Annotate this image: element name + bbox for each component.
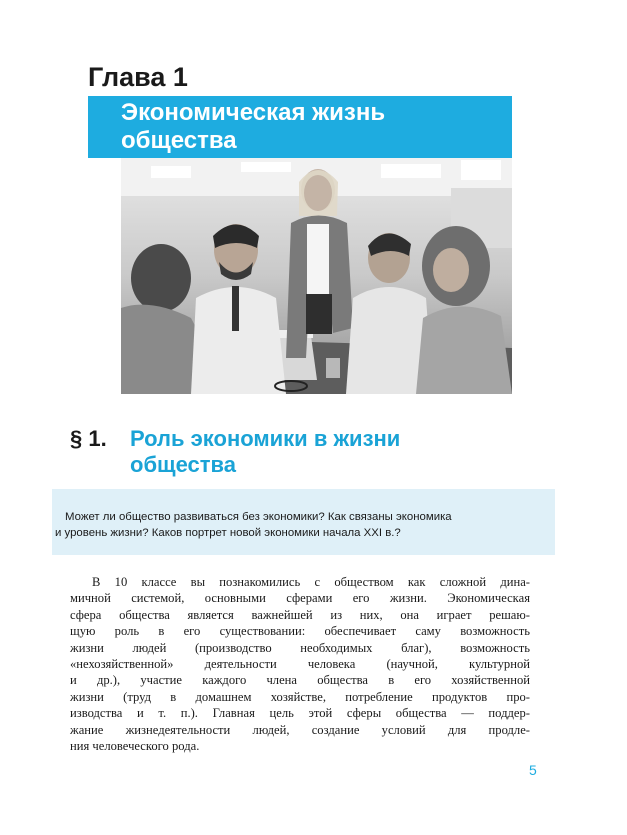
body-line: сфера общества является важнейшей из них, она играет решаю- xyxy=(70,607,530,622)
questions-line: Может ли общество развиваться без экономики? Как связаны экономика xyxy=(65,511,452,523)
page-number: 5 xyxy=(529,762,537,778)
questions-text xyxy=(55,509,551,541)
section-number: § 1. xyxy=(70,426,107,451)
body-line: изводства и т. п.). Главная цель этой сферы общества — поддер- xyxy=(70,706,530,721)
body-line: мичной системой, основными сферами его жизни. Экономическая xyxy=(70,591,530,606)
office-meeting-photo xyxy=(121,158,512,394)
body-line: жизни (труд в домашнем хозяйстве, потребление продуктов про- xyxy=(70,689,530,704)
chapter-title: Экономическая жизнь общества xyxy=(121,99,386,154)
body-line: «нехозяйственной» деятельности человека (научной, культурной xyxy=(70,657,530,672)
section-title: Роль экономики в жизни общества xyxy=(130,426,401,477)
body-line: щую роль в его существовании: обеспечивает саму возможность xyxy=(70,624,530,639)
body-line: жизни людей (производство необходимых благ), возможность xyxy=(70,640,530,655)
body-paragraph xyxy=(70,574,530,754)
body-line: жание жизнедеятельности людей, создание условий для продле- xyxy=(70,722,530,737)
chapter-label: Глава 1 xyxy=(88,62,188,92)
body-line: и др.), участие каждого члена общества в его хозяйственной xyxy=(70,673,530,688)
body-line: ния человеческого рода. xyxy=(70,739,200,754)
body-line: В 10 классе вы познакомились с обществом как сложной дина- xyxy=(92,575,530,589)
questions-line: и уровень жизни? Каков портрет новой экономики начала XXI в.? xyxy=(55,527,401,539)
